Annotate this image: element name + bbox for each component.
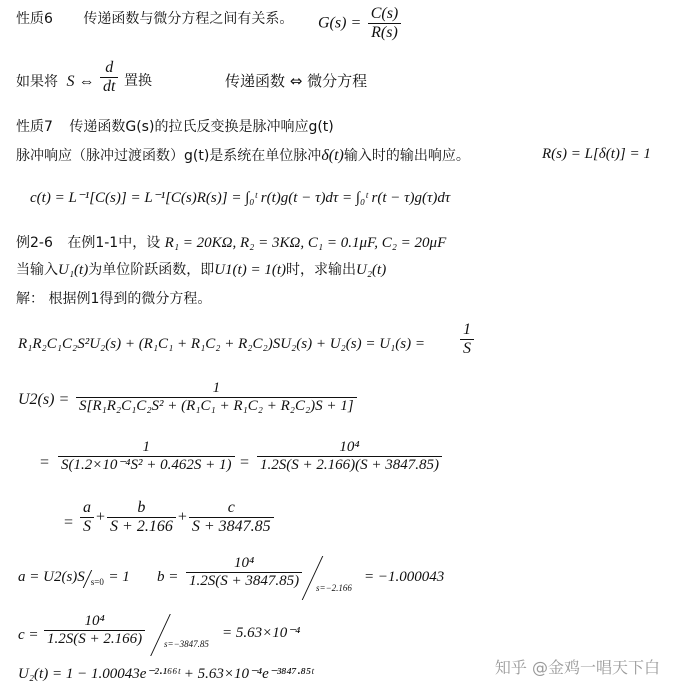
rs-delta-formula: R(s) = L[δ(t)] = 1 [542,146,651,162]
g-of-s-lhs: G(s) = [318,14,362,32]
c-numerator: 10⁴ [44,614,145,631]
property7-line [16,120,334,134]
given-text-c: 时，求输出 [286,262,356,278]
b-denominator: 1.2S(S + 3847.85) [189,573,300,589]
a-line [18,570,130,587]
convolution-formula: c(t) = L⁻¹[C(s)] = L⁻¹[C(s)R(s)] = ∫₀ᵗ r(t)g(t − τ)dτ = ∫₀ᵗ r(t − τ)g(τ)dτ [30,190,451,206]
derivative-denominator: dt [103,78,116,95]
derivative-operator [98,60,120,95]
given-line [16,263,386,278]
u2-symbol: U₂(t) [356,262,387,278]
delta-t: δ(t) [321,147,344,164]
property6-text: 传递函数与微分方程之间有关系。 [83,11,294,27]
impulse-text-b: 输入时的输出响应。 [343,148,470,164]
example-parameters: R₁ = 20KΩ, R₂ = 3KΩ, C₁ = 0.1μF, C₂ = 20μF [164,235,447,251]
given-text-a: 当输入 [16,262,58,278]
transfer-function-fraction [368,6,402,41]
example-text: 在例1-1中，设 [67,235,161,251]
s-equivalence: S ⇔ [66,73,95,90]
replace-suffix-text: 置换 [124,73,152,89]
ode-denominator: S [463,340,471,357]
example-line [16,236,446,251]
transfer-function-definition [318,6,403,41]
c-value-text: = 5.63×10⁻⁴ [222,625,301,641]
b-equals: b = [157,569,179,585]
c-lhs [18,628,39,643]
derivative-numerator: d [100,60,118,78]
b-value [364,570,444,585]
b-lhs [157,570,178,585]
ode-line [18,337,425,352]
pf-b-numerator: b [107,500,176,518]
solution-line [16,292,211,306]
ode-numerator: 1 [460,322,474,340]
u2-of-s: U2(s) = [18,391,70,408]
impulse-text-a: 脉冲响应（脉冲过渡函数）g(t)是系统在单位脉冲 [16,148,322,164]
eq2-equals: = [40,454,50,471]
b-value-text: = −1.000043 [364,569,445,585]
u1-step: U1(t) = 1(t) [214,262,286,278]
b-numerator: 10⁴ [186,556,302,573]
u2-fraction [74,381,359,414]
convolution-line [30,191,450,206]
c-denominator: 1.2S(S + 2.166) [47,631,143,647]
property7-label: 性质7 [16,119,53,135]
fraction-denominator: R(s) [371,24,398,41]
replace-right [225,74,367,89]
c-value [222,626,300,641]
c-sub-text: s=−3847.85 [164,639,209,649]
u2-lhs [18,392,69,408]
pf-equals: = [64,514,74,531]
eq2-numerator-1: 1 [58,440,235,457]
a-subscript: s=0 [90,577,104,587]
c-fraction [42,614,147,647]
u2-numerator: 1 [76,381,357,398]
pf-c-numerator: c [189,500,274,518]
eq2-fraction-1 [56,440,237,473]
ode-fraction [458,322,476,357]
impulse-formula [542,147,651,162]
property6-line [16,12,293,26]
property6-label: 性质6 [16,11,53,27]
pf-b-denominator: S + 2.166 [110,518,173,535]
solution-text: 解： 根据例1得到的微分方程。 [16,291,212,307]
eq2-denominator-1: S(1.2×10⁻⁴S² + 0.462S + 1) [61,457,232,473]
replace-suffix [124,74,152,88]
property7-text: 传递函数G(s)的拉氏反变换是脉冲响应g(t) [69,119,334,135]
u2-denominator: S[R₁R₂C₁C₂S² + (R₁C₁ + R₁C₂ + R₂C₂)S + 1] [79,398,354,414]
eq2-equals-2: = [240,454,250,471]
watermark: 知乎 @金鸡一唱天下白 [494,658,660,677]
b-fraction [184,556,304,589]
ode-expression: R₁R₂C₁C₂S²U₂(s) + (R₁C₁ + R₁C₂ + R₂C₂)SU₂(s) + U₂(s) = U₁(s) = [18,336,425,352]
tf-ode-equivalence: 传递函数 ⇔ 微分方程 [225,72,368,90]
b-sub-text: s=−2.166 [316,583,352,593]
partial-fractions: $\frac{a}{S}$ + $\frac{b}{S + 2.166}$ + $\frac{c}{S + 3847.85}$ [78,500,276,535]
fraction-numerator: C(s) [368,6,402,24]
pf-a-numerator: a [80,500,94,518]
impulse-line [16,148,470,164]
final-solution: U₂(t) = 1 − 1.00043e⁻²·¹⁶⁶ᵗ + 5.63×10⁻⁴e⁻³⁸⁴⁷·⁸⁵ᵗ [18,666,314,682]
b-subscript [316,580,352,594]
example-label: 例2-6 [16,235,53,251]
pf-a-denominator: S [83,518,91,535]
u1-symbol: U₁(t) [58,262,89,278]
eq2-fraction-2 [255,440,444,473]
a-expression: a = U2(s)S [18,569,85,585]
replace-rule-line [16,74,94,90]
replace-prefix: 如果将 [16,74,58,90]
given-text-b: 为单位阶跃函数，即 [88,262,215,278]
a-value: = 1 [108,569,130,585]
pf-c-denominator: S + 3847.85 [191,518,271,535]
final-line [18,667,314,682]
eq2-numerator-2: 10⁴ [257,440,442,457]
c-subscript [164,636,209,650]
c-equals: c = [18,627,39,643]
eq2-denominator-2: 1.2S(S + 2.166)(S + 3847.85) [260,457,439,473]
